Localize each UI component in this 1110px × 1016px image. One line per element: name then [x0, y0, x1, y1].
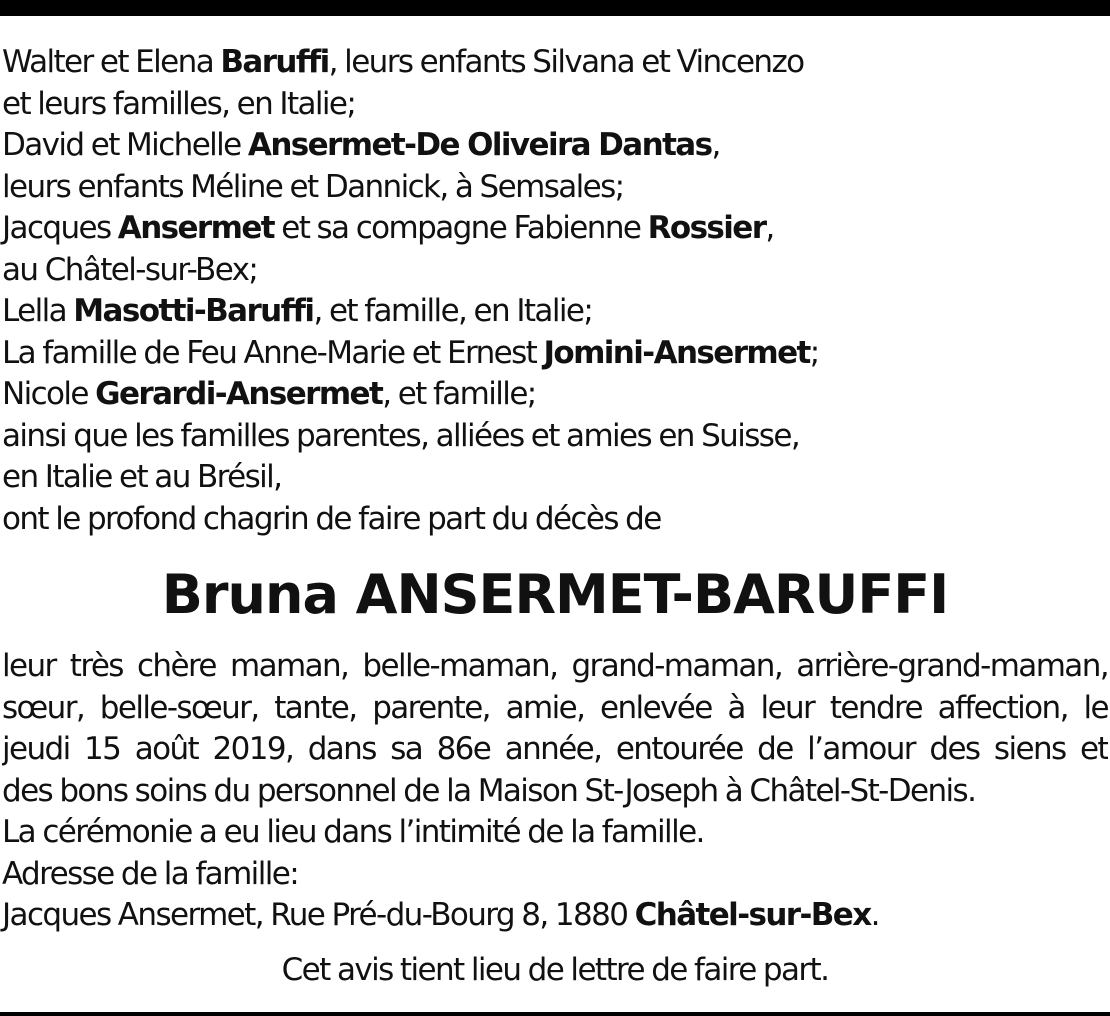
text-span: au Châtel-sur-Bex;	[2, 251, 258, 288]
family-line	[2, 208, 1102, 250]
text-span: ,	[711, 127, 720, 163]
name-emphasis: Ansermet	[117, 210, 274, 246]
text-span: , leurs enfants Silvana et Vincenzo	[328, 44, 804, 80]
family-line	[2, 457, 1102, 499]
message-line	[2, 729, 1108, 771]
text-span: , et famille, en Italie;	[313, 293, 593, 329]
family-line	[2, 42, 1102, 84]
text-span: ont le profond chagrin de faire part du décès de	[2, 500, 661, 537]
name-emphasis: Jomini-Ansermet	[543, 334, 810, 371]
family-line	[2, 499, 1102, 541]
name-emphasis: Châtel-sur-Bex	[634, 897, 871, 933]
text-span: Adresse de la famille:	[2, 855, 299, 892]
text-span: ;	[809, 334, 819, 371]
text-span: .	[870, 897, 879, 933]
family-announcement	[2, 42, 1102, 540]
text-span: Nicole	[2, 376, 96, 412]
bottom-rule	[0, 1012, 1110, 1016]
text-span: Jacques Ansermet, Rue Pré-du-Bourg 8, 1880	[2, 897, 635, 933]
deceased-name: Bruna ANSERMET-BARUFFI	[161, 563, 949, 626]
text-span: jeudi 15 août 2019, dans sa 86e année, entourée de l’amour des siens et	[2, 731, 1108, 767]
text-span: , et famille;	[382, 376, 536, 412]
family-line	[2, 374, 1102, 416]
closing-line: Cet avis tient lieu de lettre de faire part.	[281, 952, 829, 988]
text-span: en Italie et au Brésil,	[2, 459, 282, 495]
text-span: La famille de Feu Anne-Marie et Ernest	[2, 334, 544, 371]
message-line	[2, 895, 1108, 937]
message-line	[2, 771, 1108, 813]
family-line	[2, 125, 1102, 167]
top-rule	[0, 0, 1110, 16]
message-line	[2, 688, 1108, 730]
text-span: ainsi que les familles parentes, alliées et amies en Suisse,	[2, 417, 800, 454]
name-emphasis: Ansermet-De Oliveira Dantas	[247, 127, 712, 163]
family-line	[2, 291, 1102, 333]
text-span: La cérémonie a eu lieu dans l’intimité de la famille.	[2, 814, 704, 850]
text-span: et leurs familles, en Italie;	[2, 85, 356, 122]
text-span: leurs enfants Méline et Dannick, à Semsales;	[2, 168, 624, 205]
family-line	[2, 416, 1102, 458]
text-span: sœur, belle-sœur, tante, parente, amie, enlevée à leur tendre affection, le	[2, 689, 1108, 726]
family-line	[2, 333, 1102, 375]
family-line	[2, 84, 1102, 126]
name-emphasis: Baruffi	[220, 44, 329, 80]
text-span: David et Michelle	[2, 127, 248, 163]
family-line	[2, 167, 1102, 209]
text-span: des bons soins du personnel de la Maison St-Joseph à Châtel-St-Denis.	[2, 772, 976, 809]
name-emphasis: Rossier	[647, 210, 766, 246]
text-span: leur très chère maman, belle-maman, grand-maman, arrière-grand-maman,	[2, 648, 1108, 684]
text-span: Lella	[2, 293, 74, 329]
message-line	[2, 646, 1108, 688]
name-emphasis: Masotti-Baruffi	[73, 293, 314, 329]
family-line	[2, 250, 1102, 292]
text-span: Jacques	[2, 210, 118, 246]
message-line	[2, 854, 1108, 896]
text-span: ,	[765, 210, 774, 246]
text-span: Walter et Elena	[2, 44, 221, 80]
death-notice-message	[2, 646, 1108, 937]
name-emphasis: Gerardi-Ansermet	[95, 376, 383, 412]
text-span: et sa compagne Fabienne	[273, 210, 648, 246]
message-line	[2, 812, 1108, 854]
